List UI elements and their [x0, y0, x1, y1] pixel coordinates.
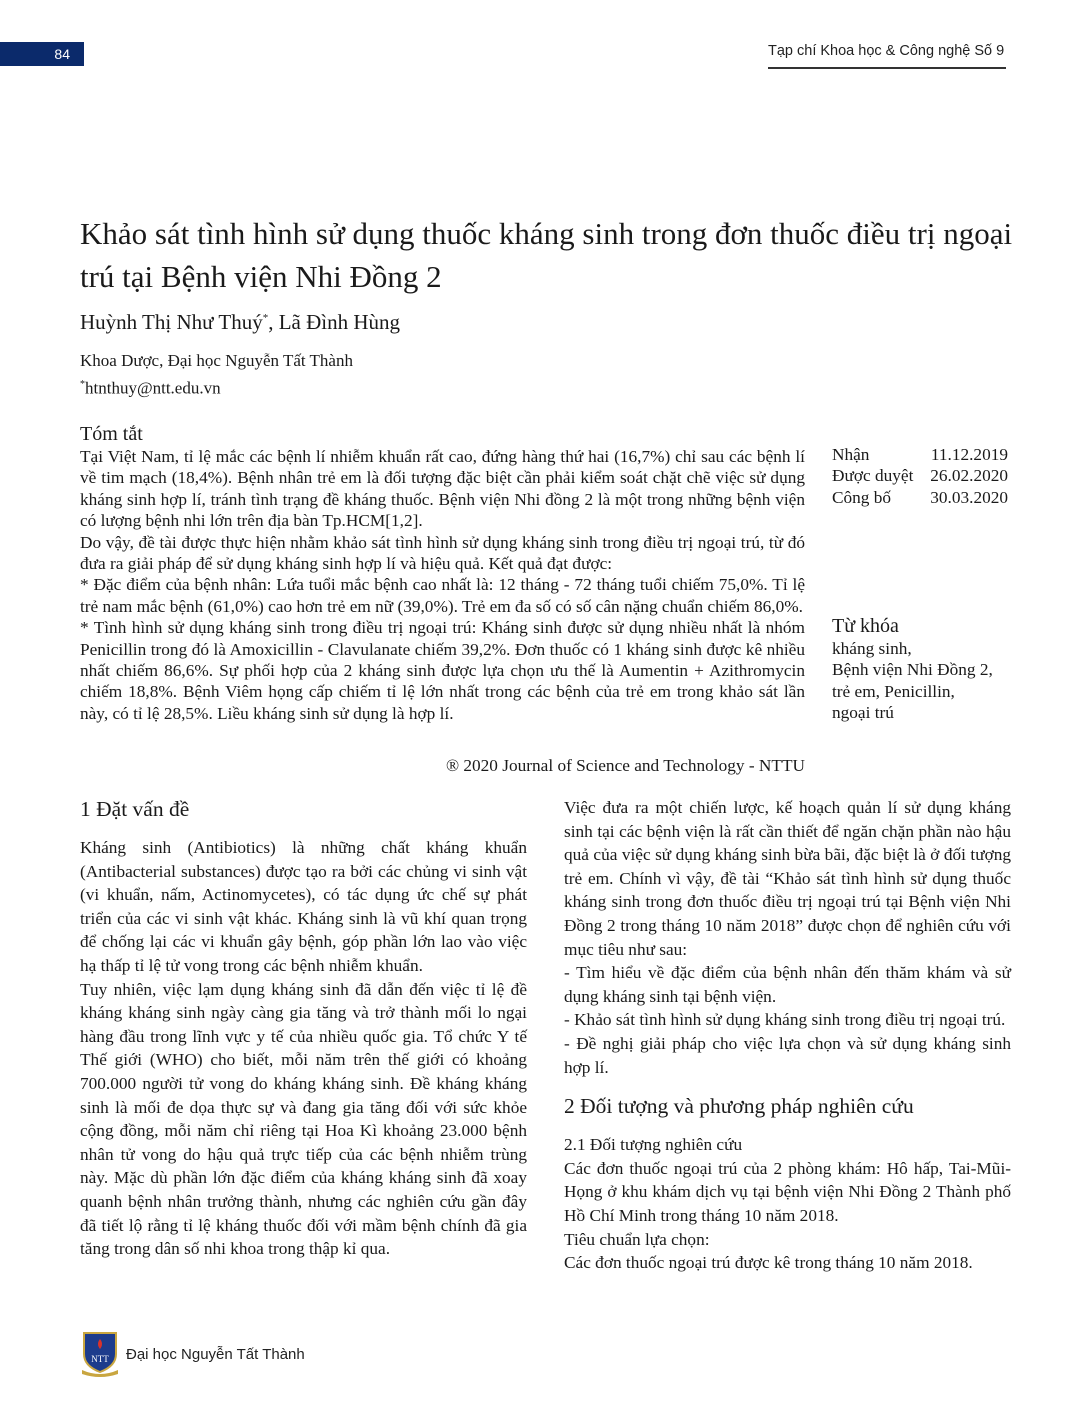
- abstract-paragraph: Do vậy, đề tài được thực hiện nhằm khảo sát tình hình sử dụng kháng sinh trong điều trị ngoại trú, từ đó đưa ra giải pháp để sử dụng kháng sinh hợp lí và hiệu quả. Kết quả đạt được:: [80, 532, 805, 574]
- date-received: [832, 444, 1008, 465]
- section-heading: 1 Đặt vấn đề: [80, 797, 190, 821]
- date-value: 30.03.2020: [930, 487, 1008, 507]
- email-mark: *: [80, 379, 85, 390]
- date-label: Được duyệt: [832, 466, 914, 486]
- date-value: 26.02.2020: [930, 466, 1008, 486]
- abstract-paragraph: * Tình hình sử dụng kháng sinh trong điều trị ngoại trú: Kháng sinh được sử dụng nhiều nhất là nhóm Penicillin trong đó là Amoxicillin - Clavulanate chiếm 39,2%. Đơn thuốc có 1 kháng sinh được kê nhiều nhất chiếm 86,6%. Sự phối hợp của 2 kháng sinh được lựa chọn ưu thế là Aumentin + Azithromycin chiếm 18,8%. Bệnh Viêm họng cấp chiếm tỉ lệ lớn nhất trong các bệnh của trẻ em trong khảo sát lần này, có tỉ lệ 28,5%. Liều kháng sinh sử dụng là hợp lí.: [80, 618, 805, 723]
- date-label: Công bố: [832, 487, 892, 507]
- abstract: [80, 446, 805, 724]
- author-mark: *: [262, 312, 269, 324]
- keywords-heading: Từ khóa: [832, 615, 899, 637]
- journal-name: Tạp chí Khoa học & Công nghệ Số 9: [768, 43, 1005, 59]
- paper-title: Khảo sát tình hình sử dụng thuốc kháng sinh trong đơn thuốc điều trị ngoại trú tại Bệnh viện Nhi Đồng 2: [80, 216, 1013, 294]
- subsection-heading: 2.1 Đối tượng nghiên cứu: [564, 1135, 743, 1155]
- authors: [80, 310, 400, 335]
- body-paragraph: Các đơn thuốc ngoại trú của 2 phòng khám: Hô hấp, Tai-Mũi-Họng ở khu khám dịch vụ tại bệnh viện Nhi Đồng 2 Thành phố Hồ Chí Minh trong tháng 10 năm 2018.: [564, 1158, 1011, 1225]
- article-dates: [832, 444, 1008, 508]
- svg-text:NTT: NTT: [91, 1354, 109, 1364]
- email[interactable]: htnthuy@ntt.edu.vn: [85, 378, 221, 398]
- university-logo: [78, 1330, 122, 1380]
- keyword: Bệnh viện Nhi Đồng 2,: [832, 660, 993, 680]
- body-paragraph: - Đề nghị giải pháp cho việc lựa chọn và sử dụng kháng sinh hợp lí.: [564, 1033, 1011, 1077]
- copyright: ® 2020 Journal of Science and Technology - NTTU: [445, 756, 805, 775]
- author-main: Huỳnh Thị Như Thuý: [80, 310, 263, 334]
- body-paragraph: Kháng sinh (Antibiotics) là những chất kháng khuẩn (Antibacterial substances) được tạo ra bởi các chủng vi sinh vật (vi khuẩn, nấm, Actinomycetes), có tác dụng ức chế sự phát triển của các vi sinh vật khác. Kháng sinh là vũ khí quan trọng để chống lại các vi khuẩn gây bệnh, góp phần lớn lao vào việc hạ thấp tỉ lệ tử vong trong các bệnh nhiễm khuẩn.: [80, 838, 527, 975]
- date-value: 11.12.2019: [930, 445, 1008, 464]
- keyword: trẻ em, Penicillin,: [832, 681, 955, 701]
- section-heading: 2 Đối tượng và phương pháp nghiên cứu: [564, 1094, 914, 1119]
- abstract-paragraph: * Đặc điểm của bệnh nhân: Lứa tuổi mắc bệnh cao nhất là: 12 tháng - 72 tháng tuổi chiếm 75,0%. Tỉ lệ trẻ nam mắc bệnh (61,0%) cao hơn trẻ em nữ (39,0%). Trẻ em đa số có số cân nặng chuẩn chiếm 86,0%.: [80, 575, 805, 616]
- department: Khoa Dược, Đại học Nguyễn Tất Thành: [80, 351, 353, 370]
- author-others: , Lã Đình Hùng: [268, 310, 401, 334]
- body-paragraph: - Khảo sát tình hình sử dụng kháng sinh trong điều trị ngoại trú.: [564, 1010, 1006, 1030]
- body-paragraph: - Tìm hiểu về đặc điểm của bệnh nhân đến thăm khám và sử dụng kháng sinh tại bệnh viện.: [564, 963, 1011, 1006]
- affiliation: [80, 349, 353, 401]
- body-paragraph: Việc đưa ra một chiến lược, kế hoạch quản lí sử dụng kháng sinh tại các bệnh viện là rất cần thiết để ngăn chặn phần nào hậu quả của việc sử dụng kháng sinh bừa bãi, đặc biệt là ở đối tượng trẻ em. Chính vì vậy, đề tài “Khảo sát tình hình sử dụng thuốc kháng sinh trong đơn thuốc điều trị ngoại trú tại Bệnh viện Nhi Đồng 2 trong tháng 10 năm 2018” được chọn để nghiên cứu với mục tiêu như sau:: [564, 798, 1011, 959]
- keywords: [832, 638, 1012, 724]
- page-number: 84: [0, 42, 84, 66]
- abstract-heading: Tóm tắt: [80, 423, 143, 445]
- header-rule: [768, 67, 1006, 69]
- keyword: ngoại trú: [832, 703, 894, 723]
- date-label: Nhận: [832, 445, 870, 464]
- footer-university: Đại học Nguyễn Tất Thành: [126, 1346, 305, 1363]
- abstract-paragraph: Tại Việt Nam, tỉ lệ mắc các bệnh lí nhiễm khuẩn rất cao, đứng hàng thứ hai (16,7%) chỉ sau các bệnh lí về tim mạch (18,4%). Bệnh nhân trẻ em là đối tượng đặc biệt cần phải kiểm soát chặt chẽ việc sử dụng kháng sinh hợp lí, tránh tình trạng đề kháng thuốc. Bệnh viện Nhi đồng 2 là một trong những bệnh viện có lượng bệnh nhi lớn trên địa bàn Tp.HCM[1,2].: [80, 447, 805, 531]
- body-paragraph: Tiêu chuẩn lựa chọn:: [564, 1229, 710, 1249]
- body-paragraph: Tuy nhiên, việc lạm dụng kháng sinh đã dẫn đến việc tỉ lệ đề kháng kháng sinh ngày càng gia tăng và trở thành mối lo ngại hàng đầu trong lĩnh vực y tế của nhiều quốc gia. Tổ chức Y tế Thế giới (WHO) cho biết, mỗi năm trên thế giới có khoảng 700.000 người tử vong do kháng kháng sinh. Đề kháng kháng sinh là mối đe dọa thực sự và đang gia tăng đối với sức khỏe cộng đồng, mỗi năm chỉ riêng tại Hoa Kì khoảng 23.000 bệnh nhân tử vong do hậu quả trực tiếp của các bệnh nhiễm trùng này. Mặc dù phần lớn đặc điểm của kháng kháng sinh đã xoay quanh bệnh nhân trưởng thành, nhưng các nghiên cứu gần đây đã tiết lộ rằng tỉ lệ kháng thuốc đối với mầm bệnh chính đã gia tăng trong dân số nhi khoa trong thập kỉ qua.: [80, 979, 527, 1259]
- date-published: [832, 487, 1008, 508]
- keyword: kháng sinh,: [832, 639, 912, 658]
- date-accepted: [832, 465, 1008, 486]
- body-paragraph: Các đơn thuốc ngoại trú được kê trong tháng 10 năm 2018.: [564, 1253, 973, 1273]
- right-column: [564, 796, 1011, 1275]
- left-column: [80, 796, 527, 1261]
